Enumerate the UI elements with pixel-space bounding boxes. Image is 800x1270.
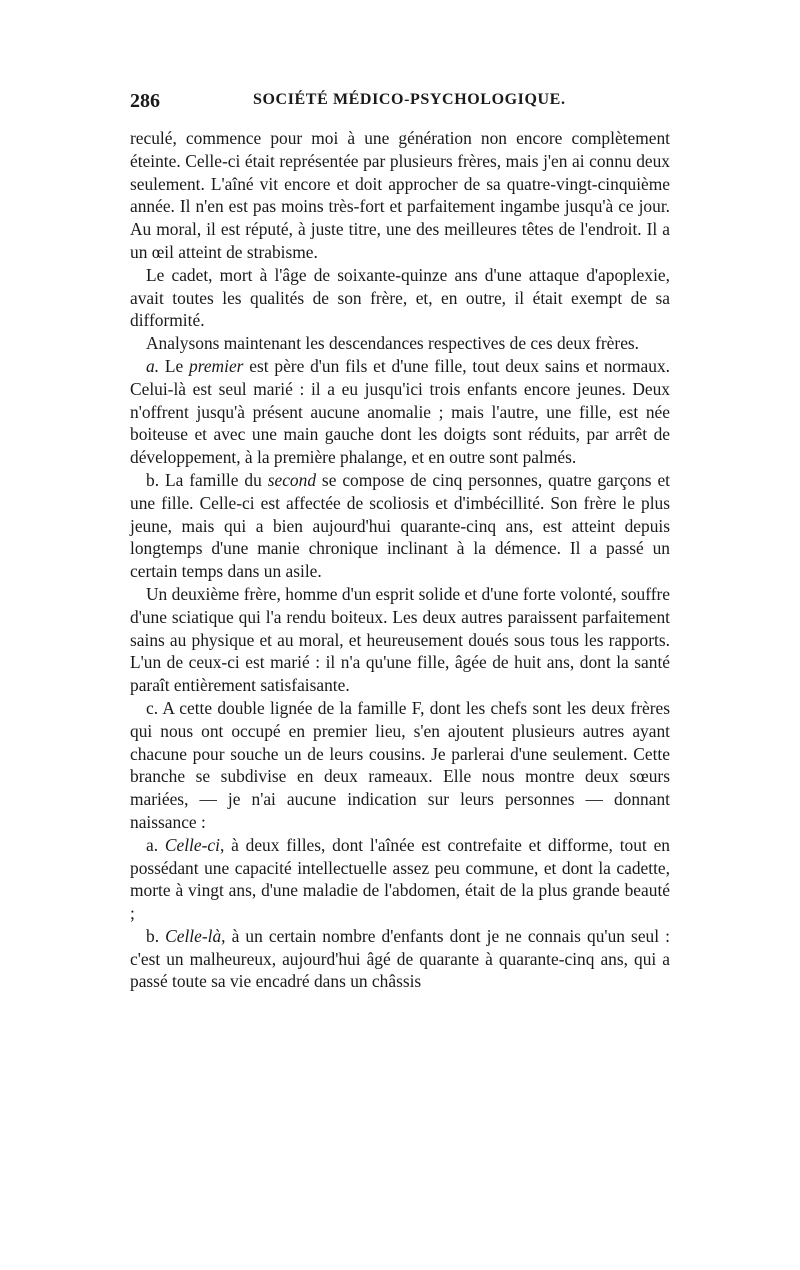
paragraph-c: c. A cette double lignée de la famille F, dont les chefs sont les deux frères qui nous ont occupé en premier lieu, s'en ajoutent plusieurs autres ayant chacune pour souche un de leurs cousins. Je parlerai d'une seulement. Cette branche se subdivise en deux rameaux. Elle nous montre deux sœurs mariées, — je n'ai aucune indication sur leurs personnes — donnant naissance : <box>130 697 670 832</box>
paragraph-text: La famille du <box>159 469 268 490</box>
paragraph: Le cadet, mort à l'âge de soixante-quinze ans d'une attaque d'apoplexie, avait toutes les qualités de son frère, et, en outre, il était exempt de sa difformité. <box>130 264 670 331</box>
paragraph: reculé, commence pour moi à une génération non encore complètement éteinte. Celle-ci était représentée par plusieurs frères, mais j'en ai connu deux seulement. L'aîné vit encore et doit approcher de sa quatre-vingt-cinquième année. Il n'en est pas moins très-fort et parfaitement ingambe jusqu'à ce jour. Au moral, il est réputé, à juste titre, une des meilleures têtes de l'endroit. Il a un œil atteint de strabisme. <box>130 128 670 262</box>
paragraph-text: Le <box>159 355 190 376</box>
paragraph-text: , à deux filles, dont l'aînée est contrefaite et difforme, tout en possédant une capacité intellectuelle assez peu commune, et dont la cadette, morte à vingt ans, d'une maladie de l'abdomen, était de la plus grande beauté ; <box>130 834 670 924</box>
paragraph-text: , à un certain nombre d'enfants dont je ne connais qu'un seul : c'est un malheureux, aujourd'hui âgé de quarante à quarante-cinq ans, qui a passé toute sa vie encadré dans un châssis <box>130 925 670 992</box>
emphasis: second <box>267 469 317 490</box>
emphasis: Celle-ci <box>164 834 220 855</box>
paragraph-text: est père d'un fils et d'une fille, tout deux sains et normaux. Celui-là est seul marié : il a eu jusqu'ici trois enfants encore jeunes. Deux n'offrent jusqu'à présent aucune anomalie ; mais l'autre, une fille, est née boiteuse et avec une main gauche dont les doigts sont réduits, par arrêt de développement, à la première phalange, et en outre sont palmés. <box>130 355 670 468</box>
paragraph: Analysons maintenant les descendances respectives de ces deux frères. <box>146 333 640 354</box>
emphasis: Celle-là <box>165 925 222 946</box>
paragraph-b <box>130 469 670 583</box>
body-text <box>130 127 670 993</box>
list-marker: b. <box>146 925 160 946</box>
paragraph: Un deuxième frère, homme d'un esprit solide et d'une forte volonté, souffre d'une sciatique qui l'a rendu boiteux. Les deux autres paraissent parfaitement sains au physique et au moral, et heureusement doués sous tous les rapports. L'un de ceux-ci est marié : il n'a qu'une fille, âgée de huit ans, dont la santé paraît entièrement satisfaisante. <box>130 583 670 696</box>
list-marker: a. <box>146 355 160 376</box>
sub-paragraph-b <box>130 925 670 993</box>
paragraph-text: se compose de cinq personnes, quatre garçons et une fille. Celle-ci est affectée de scoliosis et d'imbécillité. Son frère le plus jeune, mais qui a bien aujourd'hui quarante-cinq ans, est atteint depuis longtemps d'une manie chronique inclinant à la démence. Il a passé un certain temps dans un asile. <box>130 469 671 582</box>
emphasis: premier <box>189 355 244 376</box>
list-marker: b. <box>146 469 160 490</box>
sub-paragraph-a <box>130 834 670 925</box>
page-number: 286 <box>130 90 160 112</box>
page-header <box>130 90 670 120</box>
paragraph-a <box>130 355 670 469</box>
running-title: SOCIÉTÉ MÉDICO-PSYCHOLOGIQUE. <box>253 91 566 108</box>
list-marker: a. <box>146 834 159 855</box>
